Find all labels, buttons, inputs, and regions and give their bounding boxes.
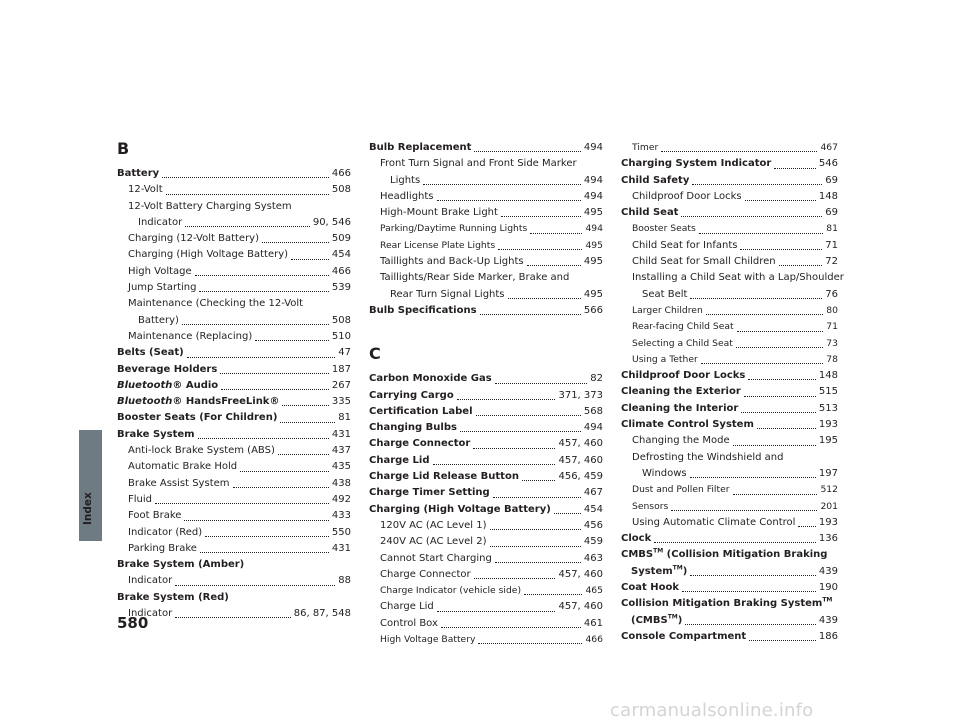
index-subentry[interactable]: Booster Seats 81 xyxy=(632,223,838,235)
index-subentry-line: Maintenance (Checking the 12-Volt xyxy=(128,298,304,310)
index-subentry[interactable]: Parking/Daytime Running Lights 494 xyxy=(380,223,603,235)
index-subentry-line: Defrosting the Windshield and xyxy=(632,451,784,463)
index-subentry[interactable]: Indicator (Red) 550 xyxy=(128,526,351,538)
index-subentry[interactable]: 12-Volt 508 xyxy=(128,184,351,196)
index-entry[interactable]: Beverage Holders 187 xyxy=(117,363,351,375)
index-subentry[interactable]: Timer 467 xyxy=(632,142,838,153)
index-subentry-line: Front Turn Signal and Front Side Marker xyxy=(380,158,577,170)
index-subentry[interactable]: Charging (High Voltage Battery) 454 xyxy=(128,249,351,261)
index-subentry[interactable]: Seat Belt 76 xyxy=(642,288,838,300)
index-entry[interactable]: Charging System Indicator 546 xyxy=(621,158,838,170)
index-subentry[interactable]: Taillights and Back-Up Lights 495 xyxy=(380,256,603,268)
index-subentry[interactable]: Charging (12-Volt Battery) 509 xyxy=(128,233,351,245)
index-entry[interactable]: Cleaning the Interior 513 xyxy=(621,402,838,414)
index-entry[interactable]: Charge Connector 457, 460 xyxy=(369,438,603,450)
index-subentry[interactable]: Child Seat for Infants 71 xyxy=(632,239,838,251)
index-entry[interactable]: Battery 466 xyxy=(117,168,351,179)
index-subentry[interactable]: High Voltage Battery 466 xyxy=(380,634,603,646)
section-heading-b: B xyxy=(117,139,130,158)
index-entry[interactable]: Charge Lid Release Button 456, 459 xyxy=(369,471,603,483)
index-subentry[interactable]: 240V AC (AC Level 2) 459 xyxy=(380,536,603,548)
index-tab-label: Index xyxy=(82,492,94,525)
index-subentry[interactable]: Larger Children 80 xyxy=(632,304,838,316)
index-entry[interactable]: Cleaning the Exterior 515 xyxy=(621,386,838,398)
index-entry-line: Brake System (Amber) xyxy=(117,559,245,571)
index-subentry[interactable]: Rear License Plate Lights 495 xyxy=(380,239,603,251)
index-subentry[interactable]: Changing the Mode 195 xyxy=(632,435,838,447)
index-subentry[interactable]: Windows 197 xyxy=(642,467,838,479)
index-subentry[interactable]: Using Automatic Climate Control 193 xyxy=(632,516,838,528)
index-entry[interactable]: Child Safety 69 xyxy=(621,174,838,186)
index-subentry[interactable]: Lights 494 xyxy=(390,174,603,186)
index-entry[interactable]: Childproof Door Locks 148 xyxy=(621,370,838,382)
index-subentry[interactable]: Anti-lock Brake System (ABS) 437 xyxy=(128,445,351,457)
index-entry[interactable]: Climate Control System 193 xyxy=(621,419,838,431)
index-column-2 xyxy=(369,140,603,648)
index-entry[interactable]: Brake System 431 xyxy=(117,428,351,440)
index-subentry[interactable]: Indicator 88 xyxy=(128,575,351,587)
index-subentry[interactable]: Charge Lid 457, 460 xyxy=(380,601,603,613)
index-subentry[interactable]: Foot Brake 433 xyxy=(128,510,351,522)
index-subentry[interactable]: Child Seat for Small Children 72 xyxy=(632,256,838,268)
index-subentry[interactable]: Childproof Door Locks 148 xyxy=(632,190,838,202)
section-heading-c: C xyxy=(369,344,381,364)
index-entry[interactable]: Bluetooth® Audio 267 xyxy=(117,379,351,391)
index-subentry[interactable]: Jump Starting 539 xyxy=(128,282,351,294)
index-entry-line: Brake System (Red) xyxy=(117,591,229,603)
index-entry[interactable]: Console Compartment 186 xyxy=(621,630,838,642)
index-subentry[interactable]: Maintenance (Replacing) 510 xyxy=(128,330,351,342)
index-subentry[interactable]: Brake Assist System 438 xyxy=(128,477,351,489)
index-subentry-line: Taillights/Rear Side Marker, Brake and xyxy=(380,272,570,284)
index-subentry[interactable]: Control Box 461 xyxy=(380,617,603,629)
index-column-1 xyxy=(117,140,351,622)
index-entry[interactable]: (CMBS™) 439 xyxy=(631,613,838,626)
index-subentry[interactable]: Indicator 90, 546 xyxy=(138,216,351,228)
index-entry[interactable]: Child Seat 69 xyxy=(621,207,838,219)
index-subentry[interactable]: Dust and Pollen Filter 512 xyxy=(632,484,838,496)
index-subentry[interactable]: Charge Indicator (vehicle side) 465 xyxy=(380,585,603,597)
page-number: 580 xyxy=(117,614,149,632)
index-entry[interactable]: Booster Seats (For Children) 81 xyxy=(117,412,351,424)
index-subentry[interactable]: Using a Tether 78 xyxy=(632,353,838,365)
index-entry[interactable]: Charge Timer Setting 467 xyxy=(369,487,603,499)
index-entry-line: CMBS™ (Collision Mitigation Braking xyxy=(621,548,828,561)
index-subentry[interactable]: Charge Connector 457, 460 xyxy=(380,568,603,580)
index-subentry[interactable]: Automatic Brake Hold 435 xyxy=(128,461,351,473)
index-subentry[interactable]: Parking Brake 431 xyxy=(128,542,351,554)
index-subentry[interactable]: High Voltage 466 xyxy=(128,265,351,277)
index-entry[interactable]: Charge Lid 457, 460 xyxy=(369,454,603,466)
index-entry[interactable]: Changing Bulbs 494 xyxy=(369,422,603,434)
index-entry[interactable]: Bluetooth® HandsFreeLink® 335 xyxy=(117,396,351,408)
index-subentry[interactable]: Rear-facing Child Seat 71 xyxy=(632,321,838,333)
index-entry[interactable]: Charging (High Voltage Battery) 454 xyxy=(369,503,603,515)
index-column-3 xyxy=(621,140,844,645)
index-entry[interactable]: Clock 136 xyxy=(621,533,838,545)
index-subentry[interactable]: Battery) 508 xyxy=(138,314,351,326)
index-entry[interactable]: Carrying Cargo 371, 373 xyxy=(369,389,603,401)
index-entry-line: Collision Mitigation Braking System™ xyxy=(621,596,833,610)
index-subentry[interactable]: Selecting a Child Seat 73 xyxy=(632,337,838,349)
index-subentry[interactable]: Sensors 201 xyxy=(632,500,838,512)
index-entry[interactable]: Coat Hook 190 xyxy=(621,582,838,594)
index-subentry[interactable]: Fluid 492 xyxy=(128,493,351,505)
index-entry[interactable]: Carbon Monoxide Gas 82 xyxy=(369,373,603,385)
index-subentry[interactable]: Headlights 494 xyxy=(380,190,603,202)
index-subentry-line: Installing a Child Seat with a Lap/Shoulder xyxy=(632,272,844,284)
index-subentry[interactable]: Indicator 86, 87, 548 xyxy=(128,608,351,620)
index-subentry-line: 12-Volt Battery Charging System xyxy=(128,200,292,212)
index-entry[interactable]: Bulb Specifications 566 xyxy=(369,304,603,316)
watermark: carmanualsonline.info xyxy=(610,700,814,721)
index-subentry[interactable]: 120V AC (AC Level 1) 456 xyxy=(380,519,603,531)
index-subentry[interactable]: Cannot Start Charging 463 xyxy=(380,552,603,564)
index-subentry[interactable]: Rear Turn Signal Lights 495 xyxy=(390,288,603,300)
index-entry[interactable]: Certification Label 568 xyxy=(369,405,603,417)
index-subentry[interactable]: High-Mount Brake Light 495 xyxy=(380,207,603,219)
index-entry[interactable]: Bulb Replacement 494 xyxy=(369,142,603,153)
index-entry[interactable]: System™) 439 xyxy=(631,564,838,577)
index-entry[interactable]: Belts (Seat) 47 xyxy=(117,347,351,359)
